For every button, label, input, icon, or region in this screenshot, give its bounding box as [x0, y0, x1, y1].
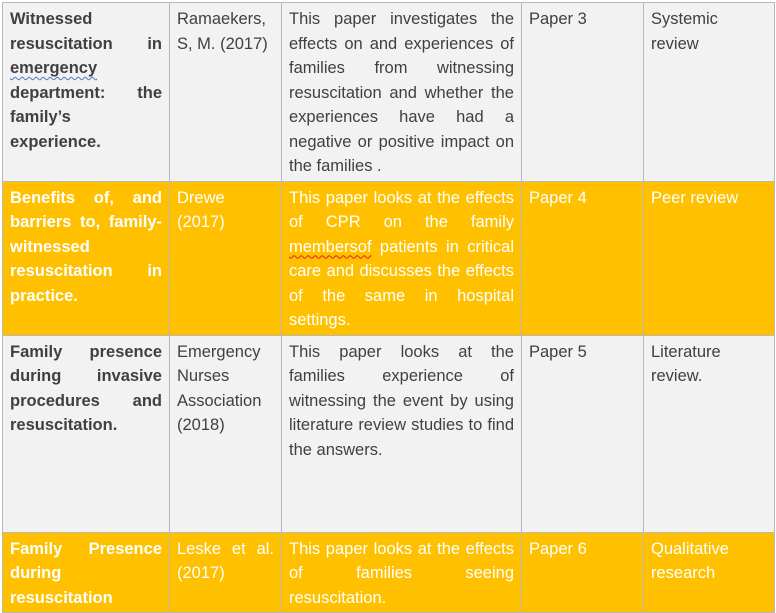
table-row — [3, 181, 775, 335]
summary-text: This paper looks at the effects of CPR on the family — [289, 188, 514, 231]
author-cell[interactable]: Emergency Nurses Association (2018) — [170, 335, 282, 532]
author-cell[interactable]: Drewe (2017) — [170, 181, 282, 335]
summary-cell[interactable] — [282, 335, 522, 532]
summary-text: This paper investigates the effects on and experiences of families from witnessing resuscitation and whether the experiences have had a negative or positive impact on the families . — [289, 10, 514, 175]
paper-title-cell[interactable] — [3, 181, 170, 335]
paper-number-cell[interactable]: Paper 3 — [522, 3, 644, 182]
author-cell[interactable]: Ramaekers, S, M. (2017) — [170, 3, 282, 182]
paper-title-cell[interactable] — [3, 3, 170, 182]
spelling-error-flag[interactable]: membersof — [289, 237, 372, 256]
summary-text: This paper looks at the families experience of witnessing the event by using literature review studies to find the answers. — [289, 342, 514, 459]
summary-cell[interactable] — [282, 532, 522, 613]
title-text: Benefits of, and barriers to, family-witnessed resuscitation in practice. — [10, 188, 162, 305]
study-type-cell[interactable]: Literature review. — [644, 335, 775, 532]
table-row — [3, 3, 775, 182]
paper-number-cell[interactable]: Paper 5 — [522, 335, 644, 532]
table-row — [3, 335, 775, 532]
paper-title-cell[interactable] — [3, 532, 170, 613]
paper-title-cell[interactable] — [3, 335, 170, 532]
paper-number-cell[interactable]: Paper 4 — [522, 181, 644, 335]
summary-cell[interactable] — [282, 181, 522, 335]
title-text: Family Presence during resuscitation — [10, 539, 162, 607]
study-type-cell[interactable]: Peer review — [644, 181, 775, 335]
table-row — [3, 532, 775, 613]
study-type-cell[interactable]: Qualitative research — [644, 532, 775, 613]
summary-cell[interactable] — [282, 3, 522, 182]
title-text: Witnessed resuscitation in — [10, 10, 162, 53]
summary-text: patients in critical care and discusses the effects of the same in hospital settings. — [289, 237, 514, 329]
spelling-flag[interactable]: emergency — [10, 59, 98, 77]
paper-number-cell[interactable]: Paper 6 — [522, 532, 644, 613]
title-text: department: the family’s experience. — [10, 83, 162, 151]
author-cell[interactable]: Leske et al. (2017) — [170, 532, 282, 613]
summary-text: This paper looks at the effects of families seeing resuscitation. — [289, 539, 514, 607]
study-type-cell[interactable]: Systemic review — [644, 3, 775, 182]
literature-table — [2, 2, 775, 613]
title-text: Family presence during invasive procedures and resuscitation. — [10, 342, 162, 434]
